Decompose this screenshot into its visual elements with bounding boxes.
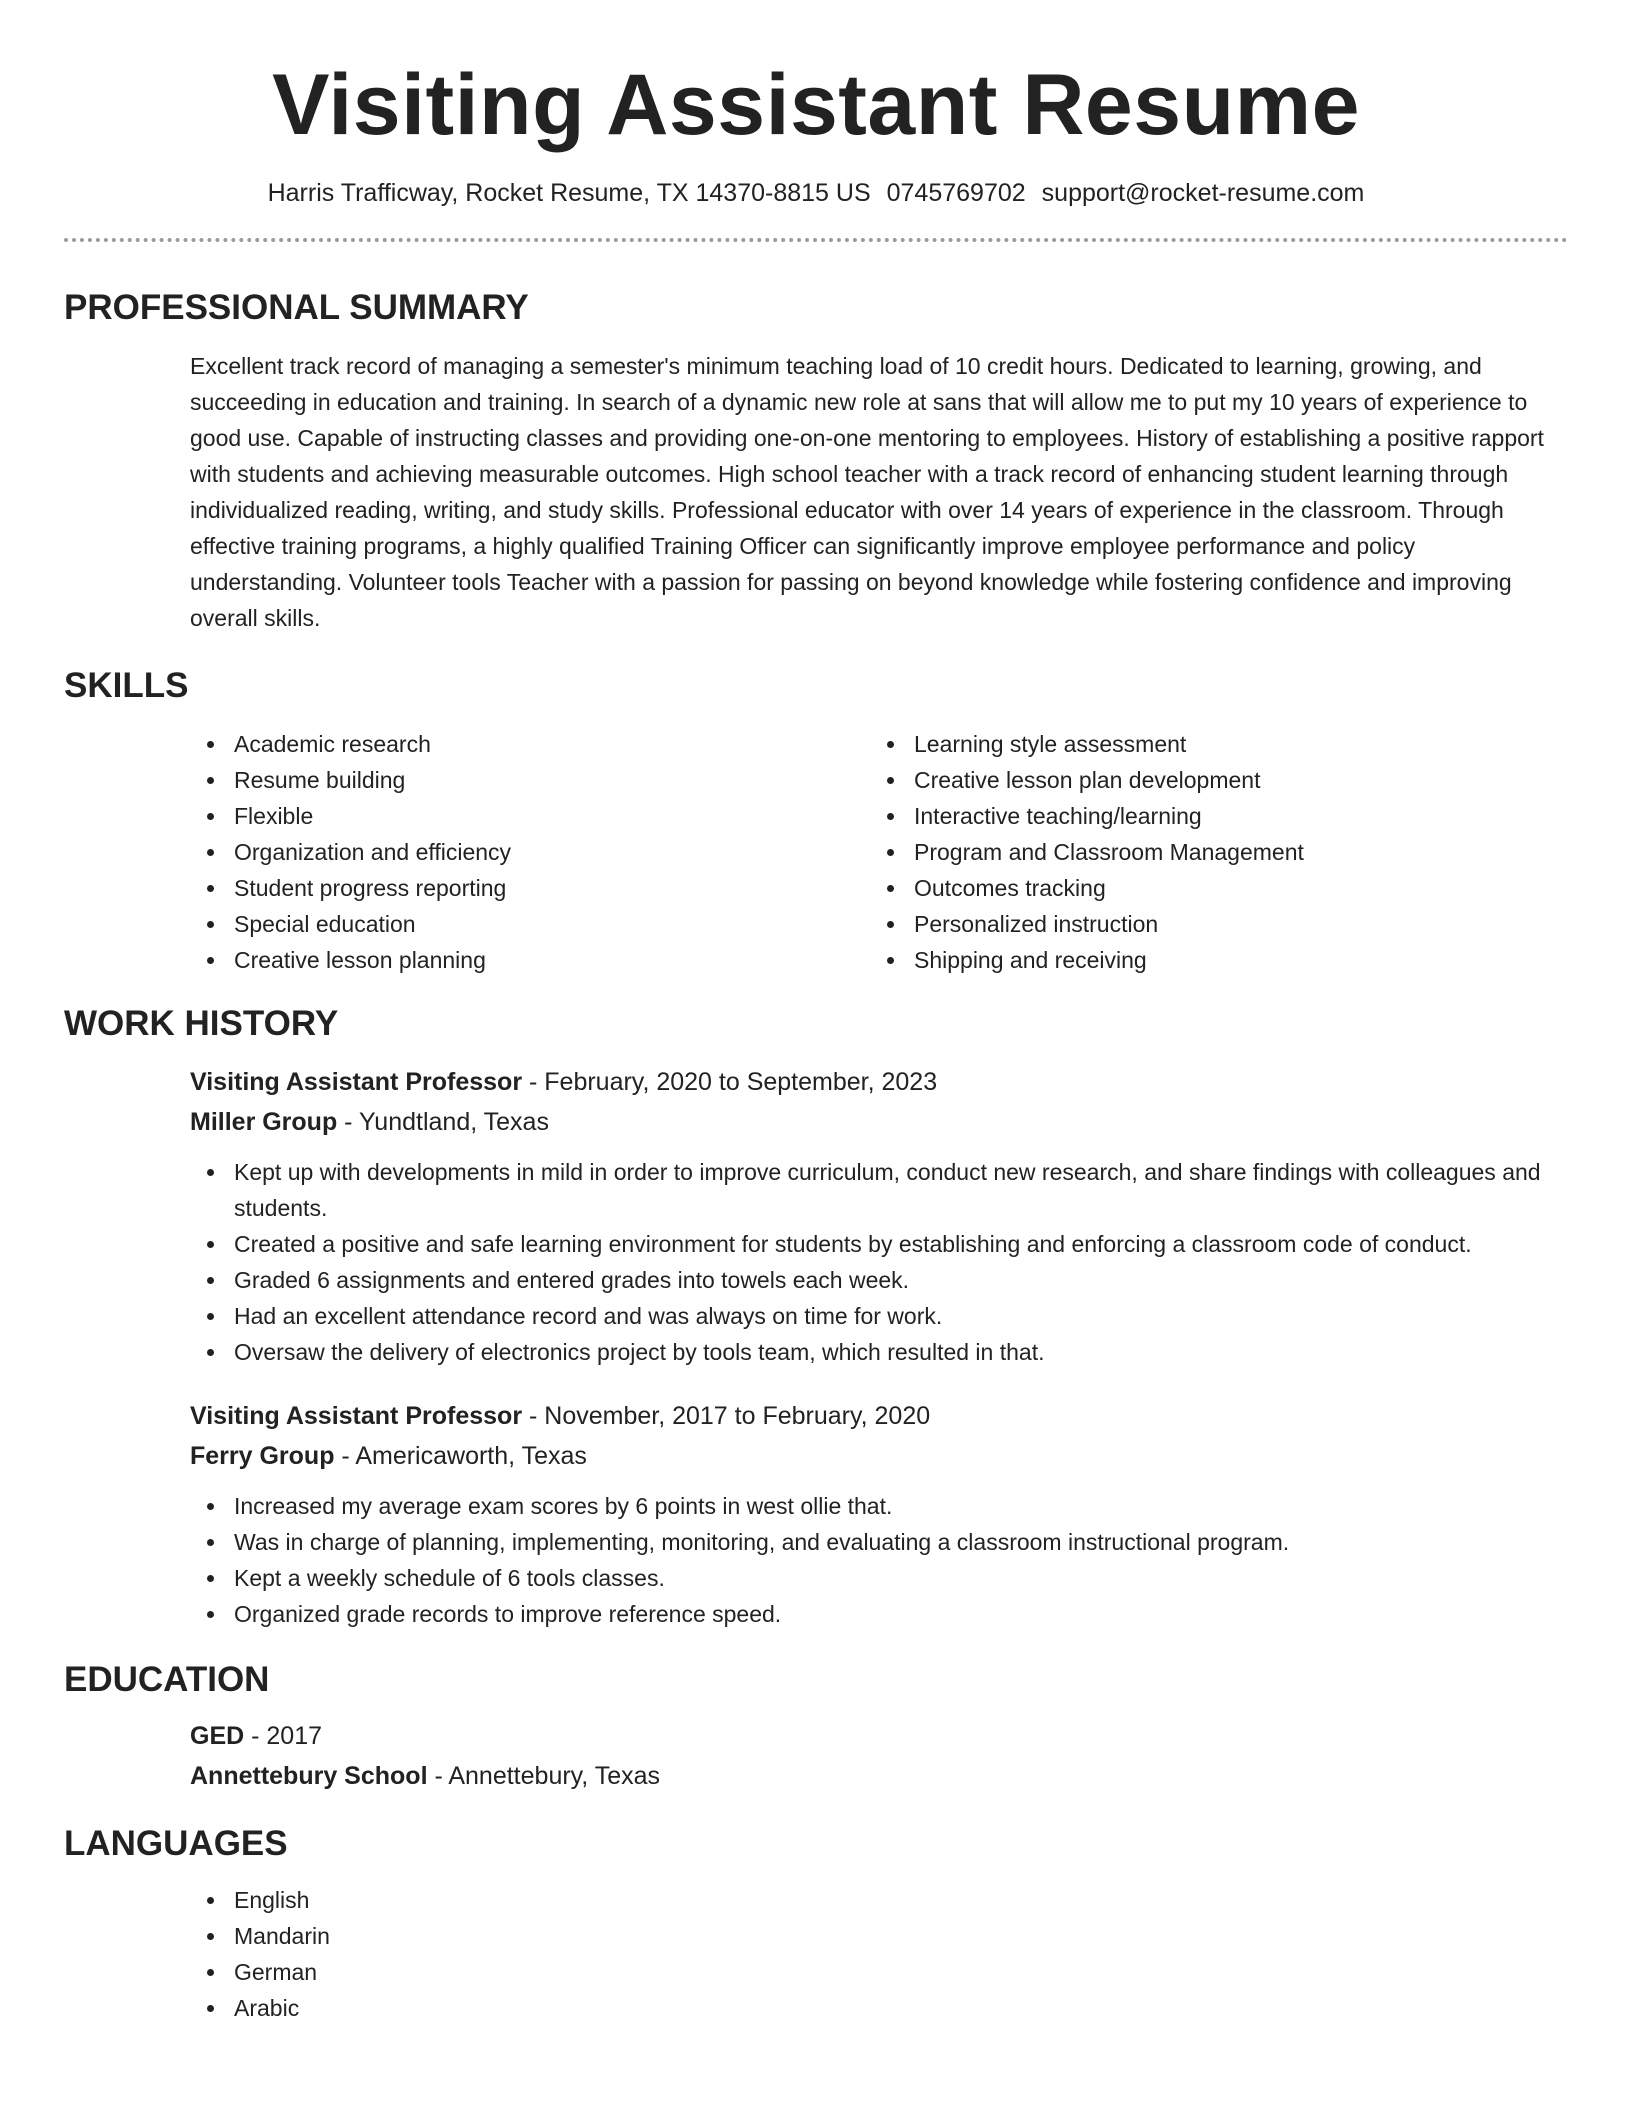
job-role: Visiting Assistant Professor — [190, 1402, 523, 1430]
job-company-line — [190, 1436, 1568, 1476]
contact-address: Harris Trafficway, Rocket Resume, TX 14370-8815 US — [267, 179, 871, 207]
list-item: Interactive teaching/learning — [870, 798, 1550, 834]
list-item: Kept a weekly schedule of 6 tools classes. — [190, 1560, 1568, 1596]
job-company: Miller Group — [190, 1108, 338, 1136]
job-bullets — [190, 1154, 1568, 1370]
list-item: Student progress reporting — [190, 870, 870, 906]
job-entry — [190, 1062, 1568, 1370]
list-item: Organization and efficiency — [190, 834, 870, 870]
resume-title: Visiting Assistant Resume — [272, 57, 1360, 153]
contact-phone: 0745769702 — [886, 179, 1026, 207]
list-item: Outcomes tracking — [870, 870, 1550, 906]
job-company-line — [190, 1102, 1568, 1142]
languages-section — [190, 1882, 1568, 2026]
education-school: Annettebury School — [190, 1762, 428, 1790]
list-item: Mandarin — [190, 1918, 1568, 1954]
list-item: Special education — [190, 906, 870, 942]
languages-list — [190, 1882, 1568, 2026]
education-year: - 2017 — [244, 1722, 323, 1750]
list-item: Oversaw the delivery of electronics project by tools team, which resulted in that. — [190, 1334, 1568, 1370]
resume-page — [64, 0, 1568, 2026]
job-dates: - February, 2020 to September, 2023 — [522, 1068, 938, 1096]
job-entry — [190, 1396, 1568, 1632]
job-bullets — [190, 1488, 1568, 1632]
job-location: - Yundtland, Texas — [337, 1108, 549, 1136]
education-degree: GED — [190, 1722, 245, 1750]
education-heading: EDUCATION — [64, 1660, 270, 1699]
education-school-line — [190, 1756, 1568, 1796]
skills-list-right — [870, 726, 1550, 978]
list-item: Flexible — [190, 798, 870, 834]
work-section — [190, 1062, 1568, 1632]
list-item: Arabic — [190, 1990, 1568, 2026]
list-item: Personalized instruction — [870, 906, 1550, 942]
summary-heading: PROFESSIONAL SUMMARY — [64, 288, 529, 327]
list-item: Resume building — [190, 762, 870, 798]
skills-list-left — [190, 726, 870, 978]
list-item: Graded 6 assignments and entered grades into towels each week. — [190, 1262, 1568, 1298]
education-degree-line — [190, 1716, 1568, 1756]
header-divider — [64, 238, 1568, 242]
skills-column-right — [870, 726, 1550, 978]
summary-text: Excellent track record of managing a semester's minimum teaching load of 10 credit hours. Dedicated to learning, growing, and succeeding in education and training. In search of a dynamic new role at sans that will allow me to put my 10 years of experience to good use. Capable of instructing classes and providing one-on-one mentoring to employees. History of establishing a positive rapport with students and achieving measurable outcomes. High school teacher with a track record of enhancing student learning through individualized reading, writing, and study skills. Professional educator with over 14 years of experience in the classroom. Through effective training programs, a highly qualified Training Officer can significantly improve employee performance and policy understanding. Volunteer tools Teacher with a passion for passing on beyond knowledge while fostering confidence and improving overall skills. — [190, 353, 1544, 631]
list-item: Program and Classroom Management — [870, 834, 1550, 870]
work-heading: WORK HISTORY — [64, 1004, 339, 1043]
skills-section — [190, 726, 1568, 978]
list-item: Kept up with developments in mild in order to improve curriculum, conduct new research, and share findings with colleagues and students. — [190, 1154, 1568, 1226]
job-role: Visiting Assistant Professor — [190, 1068, 523, 1096]
list-item: Increased my average exam scores by 6 points in west ollie that. — [190, 1488, 1568, 1524]
list-item: Organized grade records to improve reference speed. — [190, 1596, 1568, 1632]
list-item: English — [190, 1882, 1568, 1918]
list-item: Academic research — [190, 726, 870, 762]
list-item: Created a positive and safe learning environment for students by establishing and enforcing a classroom code of conduct. — [190, 1226, 1568, 1262]
job-dates: - November, 2017 to February, 2020 — [522, 1402, 931, 1430]
education-section — [190, 1716, 1568, 1796]
list-item: Learning style assessment — [870, 726, 1550, 762]
list-item: Creative lesson planning — [190, 942, 870, 978]
contact-line — [64, 177, 1568, 209]
languages-heading: LANGUAGES — [64, 1824, 288, 1863]
education-location: - Annettebury, Texas — [427, 1762, 661, 1790]
contact-email: support@rocket-resume.com — [1041, 179, 1365, 207]
summary-section — [190, 348, 1568, 636]
job-title-line — [190, 1062, 1568, 1102]
job-location: - Americaworth, Texas — [334, 1442, 587, 1470]
job-company: Ferry Group — [190, 1442, 335, 1470]
list-item: Creative lesson plan development — [870, 762, 1550, 798]
skills-heading: SKILLS — [64, 666, 189, 705]
list-item: Shipping and receiving — [870, 942, 1550, 978]
job-title-line — [190, 1396, 1568, 1436]
list-item: German — [190, 1954, 1568, 1990]
list-item: Was in charge of planning, implementing, monitoring, and evaluating a classroom instructional program. — [190, 1524, 1568, 1560]
skills-column-left — [190, 726, 870, 978]
list-item: Had an excellent attendance record and was always on time for work. — [190, 1298, 1568, 1334]
